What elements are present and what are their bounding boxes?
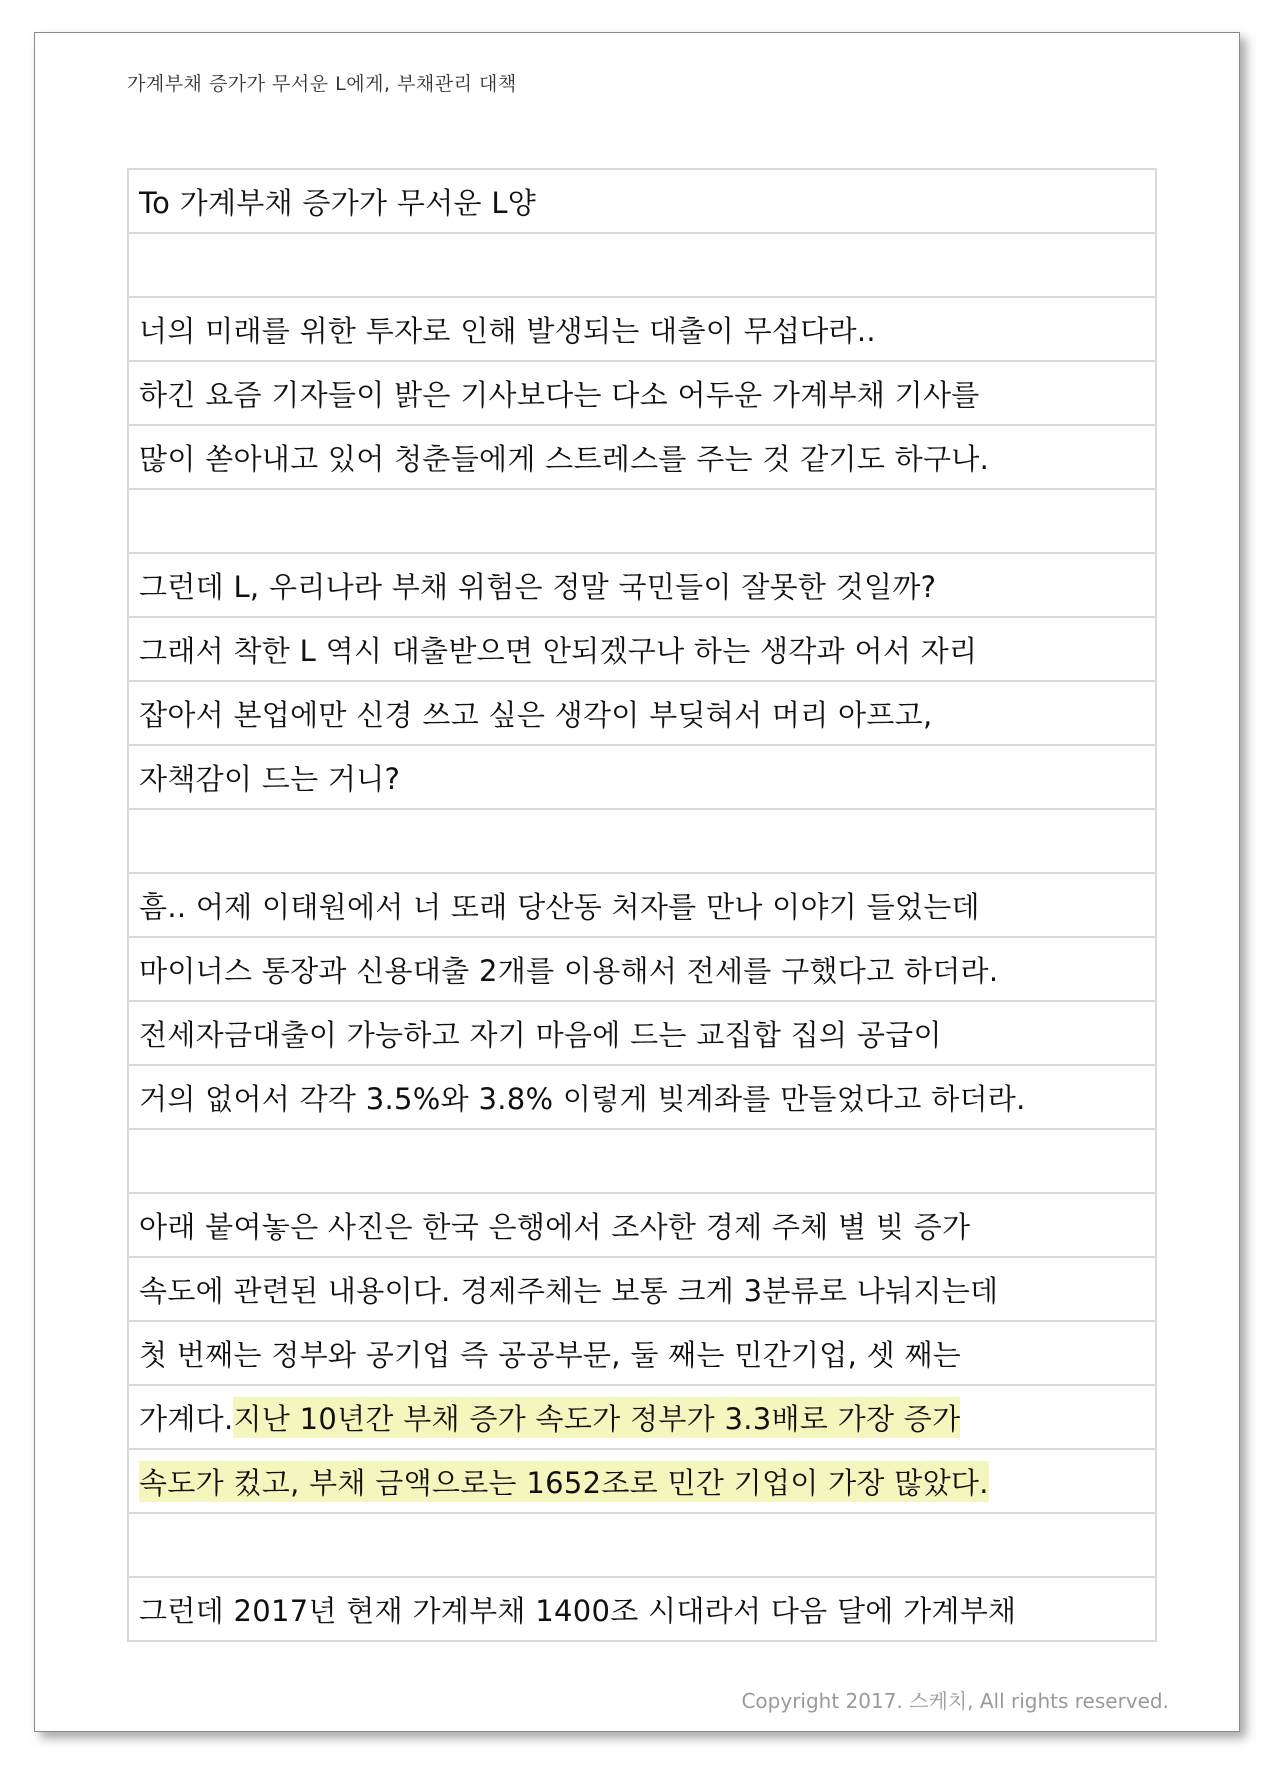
- letter-line: [129, 426, 1155, 490]
- letter-line: [129, 298, 1155, 362]
- letter-line: [129, 1194, 1155, 1258]
- letter-line: [129, 1514, 1155, 1578]
- letter-line-text: 마이너스 통장과 신용대출 2개를 이용해서 전세를 구했다고 하더라.: [139, 953, 999, 988]
- letter-line: [129, 1450, 1155, 1514]
- letter-line-text: 흠.. 어제 이태원에서 너 또래 당산동 처자를 만나 이야기 들었는데: [139, 889, 980, 924]
- letter-line-text: 많이 쏟아내고 있어 청춘들에게 스트레스를 주는 것 같기도 하구나.: [139, 441, 990, 476]
- letter-line: [129, 1002, 1155, 1066]
- letter-line-text: 하긴 요즘 기자들이 밝은 기사보다는 다소 어두운 가계부채 기사를: [139, 377, 980, 412]
- highlighted-text: 속도가 컸고, 부채 금액으로는 1652조로 민간 기업이 가장 많았다.: [139, 1461, 989, 1502]
- letter-line: [129, 490, 1155, 554]
- letter-line: [129, 1322, 1155, 1386]
- letter-line-text: 아래 붙여놓은 사진은 한국 은행에서 조사한 경제 주체 별 빚 증가: [139, 1209, 971, 1244]
- letter-line: [129, 1578, 1155, 1642]
- letter-line-text: 가계다.: [139, 1401, 234, 1436]
- letter-line-text: 그래서 착한 L 역시 대출받으면 안되겠구나 하는 생각과 어서 자리: [139, 633, 978, 668]
- letter-line: [129, 618, 1155, 682]
- letter-line: [129, 746, 1155, 810]
- letter-line-text: 잡아서 본업에만 신경 쓰고 싶은 생각이 부딪혀서 머리 아프고,: [139, 697, 933, 732]
- letter-line: [129, 1258, 1155, 1322]
- letter-line: [129, 362, 1155, 426]
- letter-line-text: 자책감이 드는 거니?: [139, 761, 401, 796]
- letter-line: [129, 810, 1155, 874]
- letter-line: [129, 1130, 1155, 1194]
- letter-line-text: 거의 없어서 각각 3.5%와 3.8% 이렇게 빚계좌를 만들었다고 하더라.: [139, 1081, 1026, 1116]
- letter-line: [129, 1386, 1155, 1450]
- letter-line-text: 첫 번째는 정부와 공기업 즉 공공부문, 둘 째는 민간기업, 셋 째는: [139, 1337, 962, 1372]
- document-page: [34, 32, 1240, 1732]
- letter-line: [129, 938, 1155, 1002]
- letter-body: [127, 168, 1157, 1642]
- letter-line-text: 그런데 L, 우리나라 부채 위험은 정말 국민들이 잘못한 것일까?: [139, 569, 937, 604]
- letter-line-text: 너의 미래를 위한 투자로 인해 발생되는 대출이 무섭다라..: [139, 313, 876, 348]
- letter-line: [129, 170, 1155, 234]
- letter-line: [129, 554, 1155, 618]
- page-header-title: 가계부채 증가가 무서운 L에게, 부채관리 대책: [127, 73, 517, 95]
- letter-line: [129, 234, 1155, 298]
- copyright-notice: Copyright 2017. 스케치, All rights reserved.: [741, 1689, 1169, 1713]
- letter-line: [129, 1066, 1155, 1130]
- highlighted-text: 지난 10년간 부채 증가 속도가 정부가 3.3배로 가장 증가: [233, 1397, 960, 1438]
- letter-line-text: To 가계부채 증가가 무서운 L양: [139, 185, 537, 220]
- letter-line-text: 전세자금대출이 가능하고 자기 마음에 드는 교집합 집의 공급이: [139, 1017, 942, 1052]
- letter-line-text: 속도에 관련된 내용이다. 경제주체는 보통 크게 3분류로 나눠지는데: [139, 1273, 999, 1308]
- letter-line: [129, 682, 1155, 746]
- letter-line-text: 그런데 2017년 현재 가계부채 1400조 시대라서 다음 달에 가계부채: [139, 1593, 1017, 1628]
- letter-line: [129, 874, 1155, 938]
